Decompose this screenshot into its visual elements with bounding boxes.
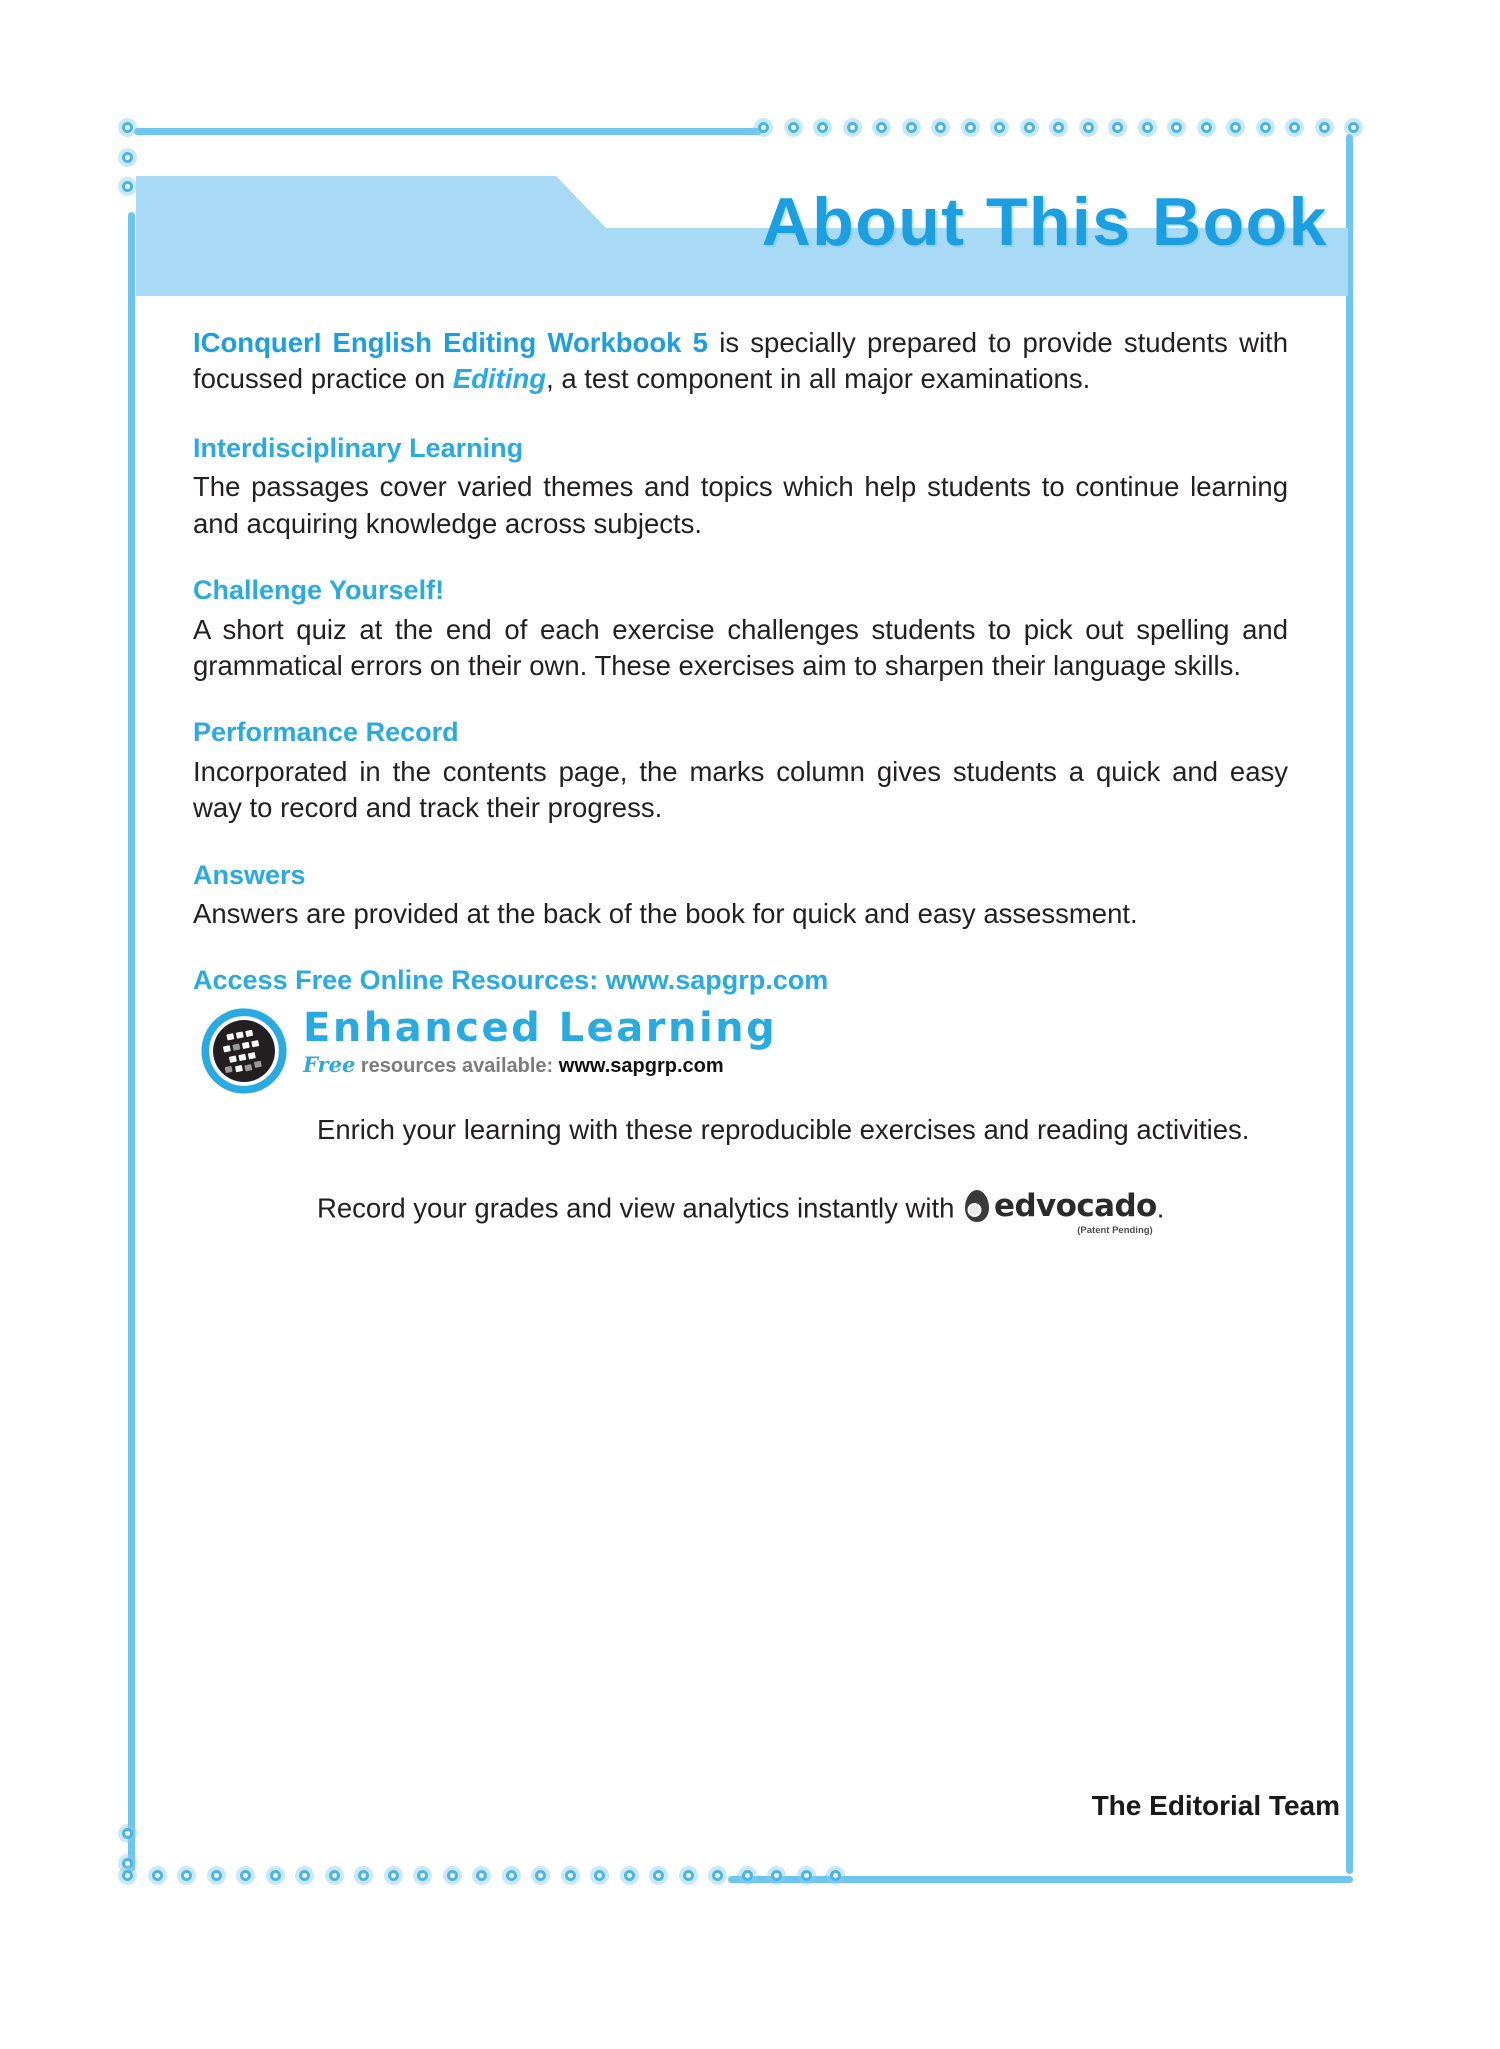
frame-dot bbox=[683, 1870, 694, 1881]
frame-dot bbox=[1319, 122, 1330, 133]
enhanced-learning-block bbox=[201, 1006, 1293, 1094]
section-interdisciplinary-learning bbox=[193, 432, 1293, 542]
frame-dot bbox=[1112, 122, 1123, 133]
resources-heading: Access Free Online Resources: www.sapgrp.com bbox=[193, 964, 829, 995]
lead-paragraph bbox=[193, 325, 1288, 398]
section-performance-record bbox=[193, 716, 1293, 826]
section-heading: Interdisciplinary Learning bbox=[193, 432, 524, 463]
frame-dot bbox=[535, 1870, 546, 1881]
frame-dot bbox=[270, 1870, 281, 1881]
frame-dot bbox=[771, 1870, 782, 1881]
frame-rule-right bbox=[1346, 134, 1353, 1874]
enhanced-learning-logo-icon bbox=[201, 1008, 287, 1094]
frame-dot bbox=[994, 122, 1005, 133]
frame-dot bbox=[565, 1870, 576, 1881]
frame-dot bbox=[847, 122, 858, 133]
frame-dots-bottom-left bbox=[122, 1870, 860, 1881]
enhanced-learning-title: Enhanced Learning bbox=[303, 1004, 778, 1051]
section-heading: Performance Record bbox=[193, 717, 459, 748]
frame-dots-left-bottom bbox=[122, 1828, 133, 1887]
frame-dot bbox=[801, 1870, 812, 1881]
frame-dot bbox=[447, 1870, 458, 1881]
frame-dot bbox=[817, 122, 828, 133]
frame-dot bbox=[1230, 122, 1241, 133]
frame-dot bbox=[181, 1870, 192, 1881]
frame-dot bbox=[358, 1870, 369, 1881]
enhanced-learning-subtitle bbox=[303, 1051, 777, 1077]
editorial-team-signature: The Editorial Team bbox=[1091, 1790, 1340, 1821]
section-body: Incorporated in the contents page, the marks column gives students a quick and easy way to record and track their progress. bbox=[193, 756, 1288, 824]
frame-dot bbox=[122, 152, 133, 163]
frame-dot bbox=[742, 1870, 753, 1881]
frame-dot bbox=[1171, 122, 1182, 133]
avocado-icon bbox=[962, 1189, 992, 1223]
frame-dot bbox=[329, 1870, 340, 1881]
frame-dot bbox=[299, 1870, 310, 1881]
frame-dot bbox=[876, 122, 887, 133]
frame-dot bbox=[152, 1870, 163, 1881]
frame-dot bbox=[122, 1858, 133, 1869]
frame-dot bbox=[758, 122, 769, 133]
section-heading: Answers bbox=[193, 859, 306, 890]
frame-dot bbox=[1348, 122, 1359, 133]
section-online-resources bbox=[193, 964, 1293, 1237]
frame-dot bbox=[1260, 122, 1271, 133]
frame-dot bbox=[122, 122, 133, 133]
frame-dot bbox=[712, 1870, 723, 1881]
frame-dots-left-top bbox=[122, 122, 133, 211]
title-banner bbox=[136, 176, 1348, 296]
edvocado-logo bbox=[962, 1186, 1157, 1237]
frame-dot bbox=[1142, 122, 1153, 133]
frame-dot bbox=[1053, 122, 1064, 133]
frame-dot bbox=[1289, 122, 1300, 133]
lead-text-1: is specially prepared to provide students with focussed practice on bbox=[193, 327, 1288, 395]
frame-dot bbox=[965, 122, 976, 133]
frame-rule-bottom-right bbox=[728, 1876, 1353, 1883]
section-body: A short quiz at the end of each exercise challenges students to pick out spelling and grammatical errors on their own. These exercises aim to sharpen their language skills. bbox=[193, 613, 1288, 681]
frame-dot bbox=[122, 1828, 133, 1839]
lead-text-2: , a test component in all major examinations. bbox=[546, 363, 1091, 395]
frame-dot bbox=[506, 1870, 517, 1881]
frame-dot bbox=[1083, 122, 1094, 133]
resources-body-2 bbox=[317, 1186, 1289, 1237]
frame-dot bbox=[240, 1870, 251, 1881]
frame-rule-left bbox=[128, 212, 135, 1872]
enhanced-learning-text bbox=[303, 1006, 777, 1076]
resources-body-2-prefix: Record your grades and view analytics instantly with bbox=[317, 1192, 963, 1224]
resources-body-1: Enrich your learning with these reproducible exercises and reading activities. bbox=[317, 1113, 1250, 1145]
frame-dot bbox=[476, 1870, 487, 1881]
frame-dot bbox=[1024, 122, 1035, 133]
page-title: About This Book bbox=[761, 184, 1328, 260]
section-body: The passages cover varied themes and topics which help students to continue learning and acquiring knowledge across subjects. bbox=[193, 471, 1288, 539]
frame-dot bbox=[624, 1870, 635, 1881]
frame-dot bbox=[211, 1870, 222, 1881]
frame-dot bbox=[788, 122, 799, 133]
main-content bbox=[193, 325, 1293, 1259]
section-answers bbox=[193, 859, 1293, 933]
frame-dot bbox=[388, 1870, 399, 1881]
frame-dot bbox=[122, 1870, 133, 1881]
resources-body-2-suffix: . bbox=[1156, 1192, 1165, 1224]
frame-dot bbox=[830, 1870, 841, 1881]
resources-available-label: resources available: bbox=[355, 1054, 559, 1077]
lead-emphasis: Editing bbox=[452, 363, 547, 395]
edvocado-wordmark: edvocado bbox=[994, 1187, 1157, 1224]
frame-dots-top-right bbox=[758, 122, 1378, 133]
frame-dot bbox=[1201, 122, 1212, 133]
patent-pending-label: (Patent Pending) bbox=[1077, 1225, 1153, 1237]
sapgrp-url: www.sapgrp.com bbox=[558, 1054, 724, 1077]
section-heading: Challenge Yourself! bbox=[193, 574, 445, 605]
frame-dot bbox=[935, 122, 946, 133]
frame-dot bbox=[653, 1870, 664, 1881]
frame-dot bbox=[906, 122, 917, 133]
frame-dot bbox=[594, 1870, 605, 1881]
free-label: Free bbox=[303, 1051, 356, 1077]
frame-dot bbox=[417, 1870, 428, 1881]
frame-rule-top-left bbox=[134, 128, 762, 135]
section-body: Answers are provided at the back of the book for quick and easy assessment. bbox=[193, 898, 1138, 930]
enhanced-learning-body bbox=[317, 1112, 1289, 1237]
section-challenge-yourself bbox=[193, 574, 1293, 684]
frame-dot bbox=[122, 181, 133, 192]
book-title: IConquerI English Editing Workbook 5 bbox=[193, 327, 708, 358]
